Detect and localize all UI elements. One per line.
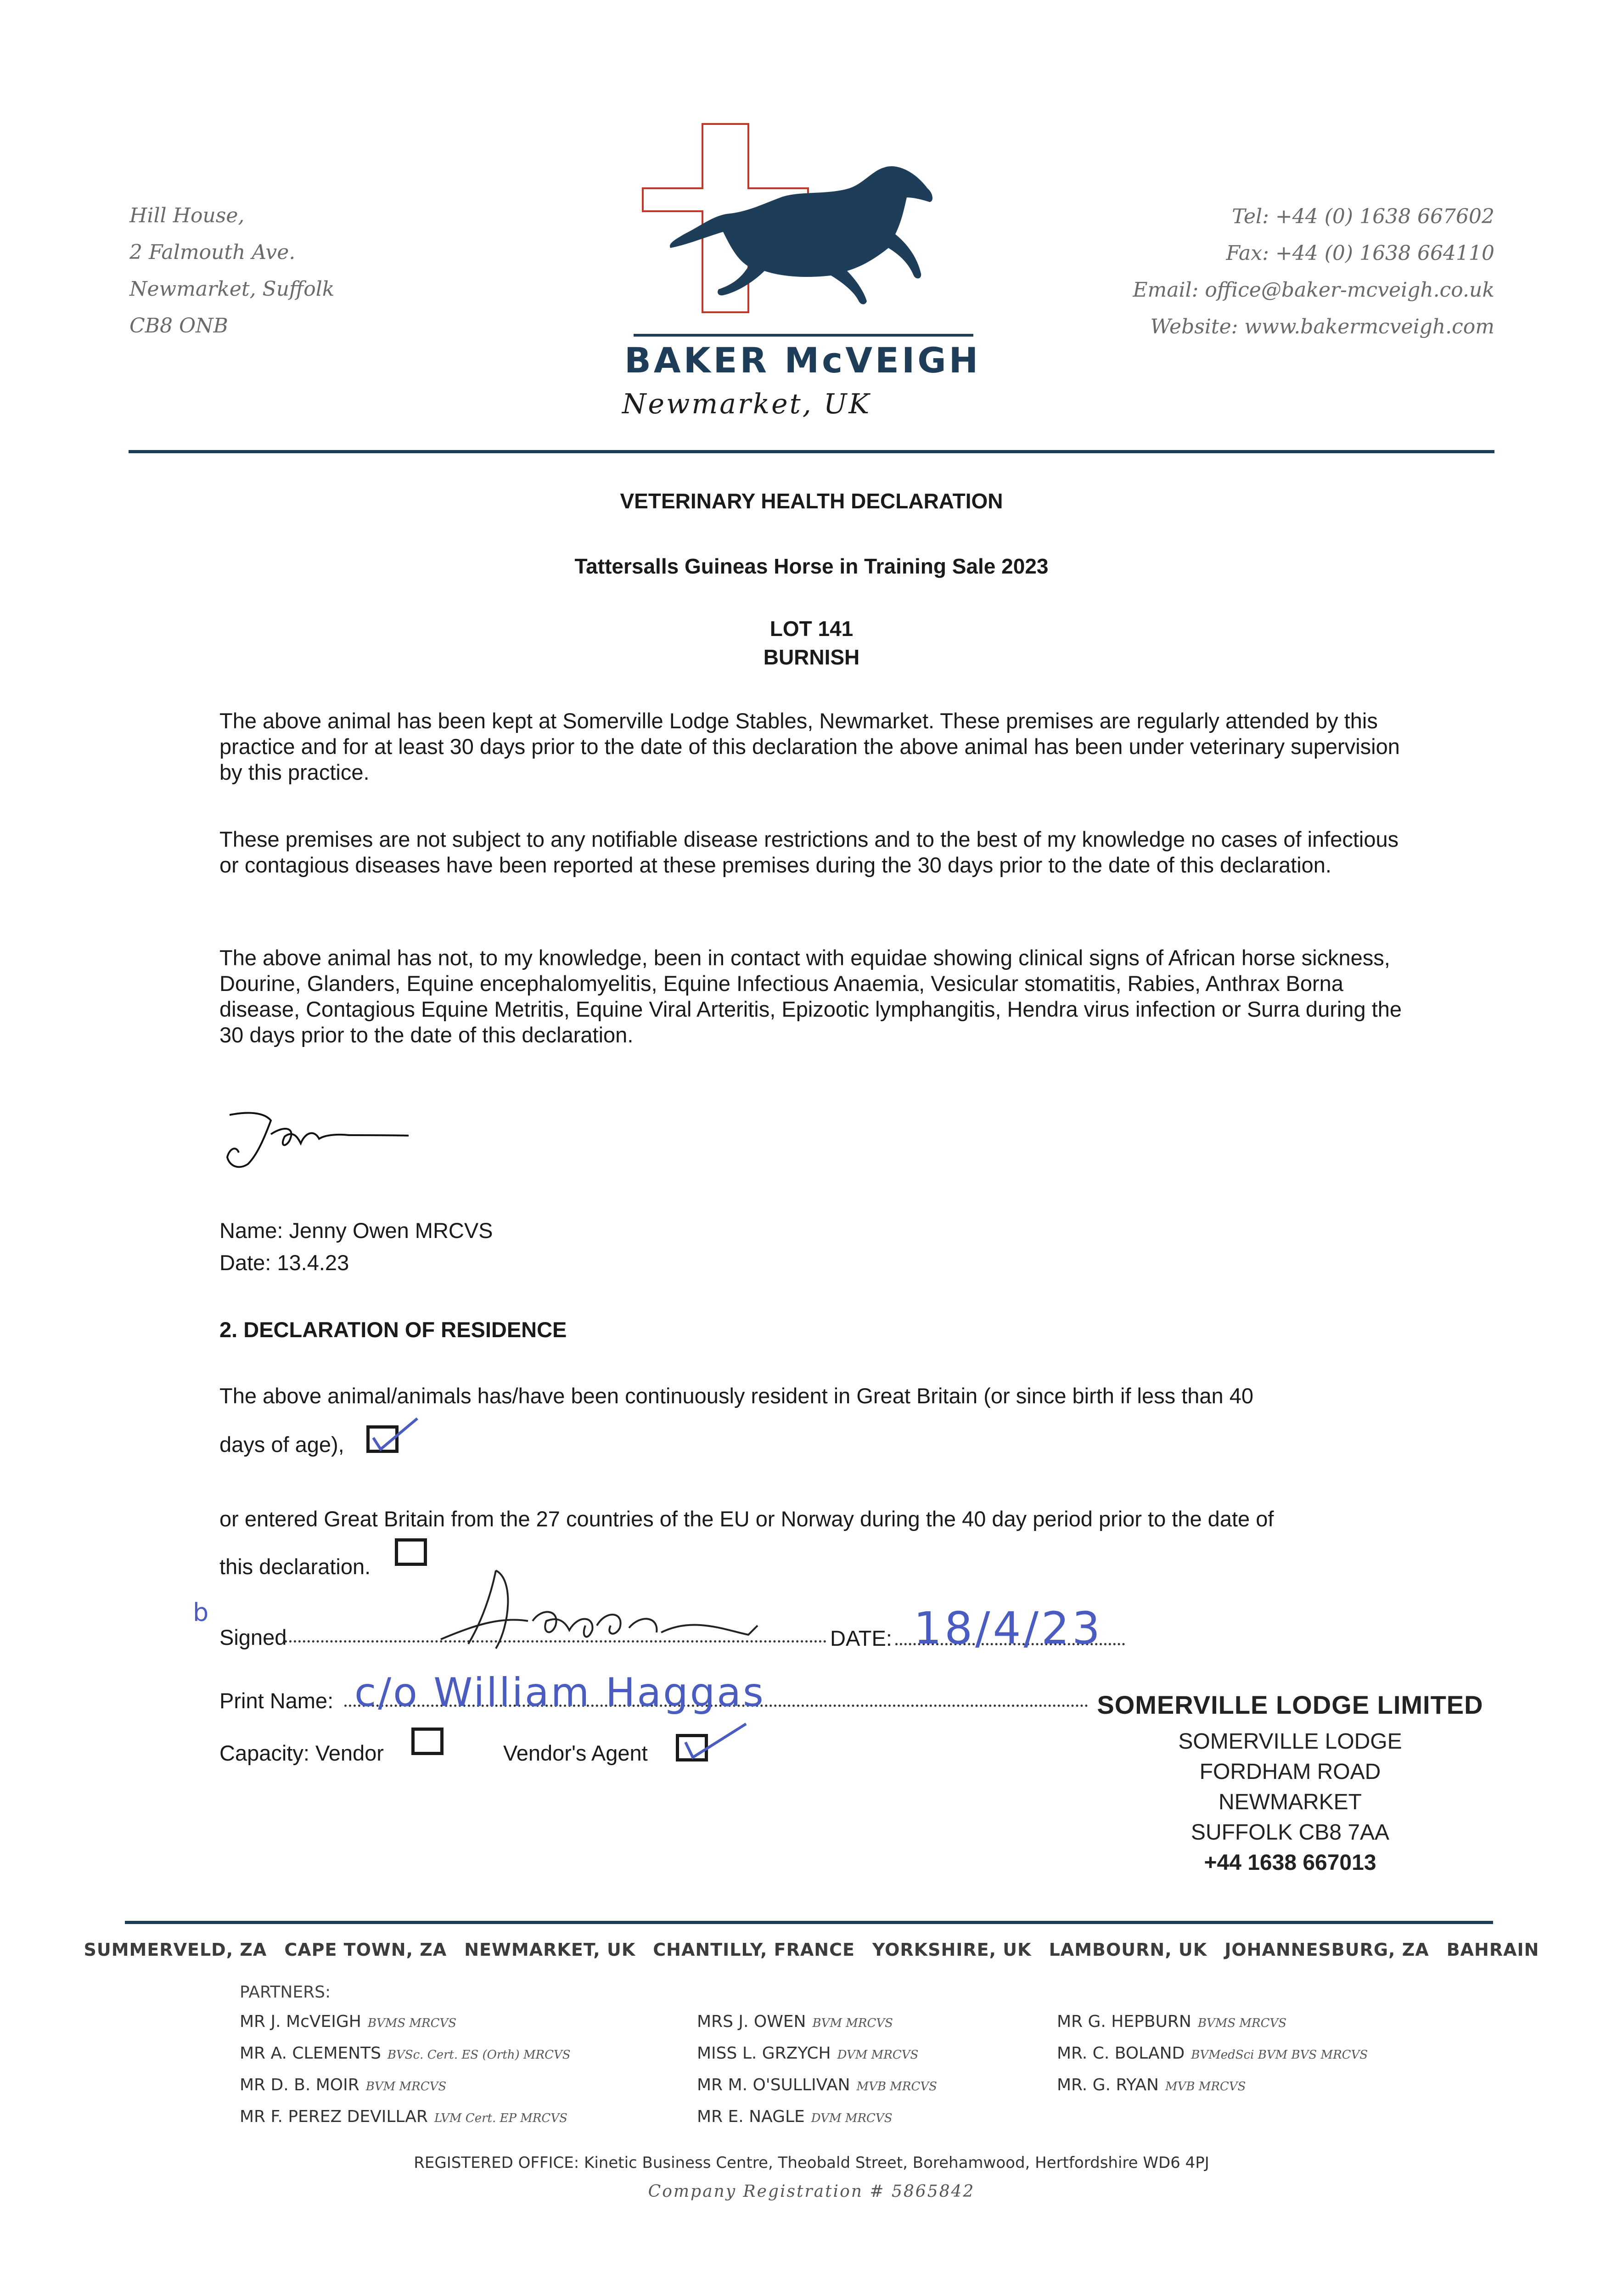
lot-number: LOT 141 — [769, 617, 854, 641]
partner-name: MR. C. BOLAND — [1057, 2044, 1185, 2063]
company-registration: Company Registration # 5865842 — [648, 2182, 975, 2201]
declaration-paragraph: The above animal has not, to my knowledge, been in contact with equidae showing clinical signs of African horse sickness, Dourine, Glanders, Equine encephalomyelitis, Equine Infectious Anaemia, Vesicular stomatitis, Rabies, Anthrax Borna disease, Contagious Equine Metritis, Equine Viral Arteritis, Epizootic lymphangitis, Hendra virus infection or Surra during the 30 days prior to the date of this declaration. — [219, 945, 1402, 1047]
address-line: CB8 ONB — [129, 314, 228, 338]
partner-entry — [1057, 2007, 1368, 2038]
agent-signature — [427, 1552, 831, 1667]
vendor-agent-label: Vendor's Agent — [503, 1741, 648, 1765]
practice-contact — [1133, 198, 1494, 345]
partner-entry — [697, 2038, 937, 2070]
eu-entry-checkbox[interactable] — [395, 1538, 427, 1566]
partner-entry — [240, 2038, 571, 2070]
vet-date: Date: 13.4.23 — [219, 1250, 349, 1275]
partner-name: MR G. HEPBURN — [1057, 2012, 1191, 2031]
partners-label: PARTNERS: — [240, 1983, 331, 2002]
practice-address — [129, 197, 334, 344]
office-location: CHANTILLY, FRANCE — [653, 1940, 855, 1960]
brand-location: Newmarket, UK — [622, 388, 871, 420]
contact-fax: Fax: +44 (0) 1638 664110 — [1226, 242, 1494, 265]
declaration-paragraph: These premises are not subject to any notifiable disease restrictions and to the best of my knowledge no cases of infectious or contagious diseases have been reported at these premises during the 30 days prior to the date of this declaration. — [219, 827, 1399, 877]
office-location: YORKSHIRE, UK — [872, 1940, 1032, 1960]
partner-entry — [1057, 2070, 1368, 2102]
partner-quals: MVB MRCVS — [1165, 2080, 1246, 2093]
date-value: 18/4/23 — [914, 1603, 1103, 1654]
partner-entry — [240, 2070, 571, 2102]
address-line: 2 Falmouth Ave. — [129, 241, 296, 264]
vendor-checkbox[interactable] — [411, 1728, 444, 1755]
partner-entry — [697, 2102, 937, 2133]
partner-entry — [240, 2102, 571, 2133]
horse-cross-logo — [634, 119, 973, 340]
partner-name: MR J. McVEIGH — [240, 2012, 361, 2031]
office-location: BAHRAIN — [1446, 1940, 1539, 1960]
declaration-paragraph: The above animal has been kept at Somerville Lodge Stables, Newmarket. These premises are regularly attended by this practice and for at least 30 days prior to the date of this declaration the above animal has been under veterinary supervision by this practice. — [219, 709, 1400, 784]
partner-name: MISS L. GRZYCH — [697, 2044, 831, 2063]
partners-column — [240, 2007, 571, 2133]
address-line: Hill House, — [129, 204, 245, 227]
date-label: DATE: — [830, 1626, 892, 1650]
footer-divider — [125, 1921, 1493, 1924]
office-location: CAPE TOWN, ZA — [284, 1940, 447, 1960]
signed-label: Signed — [219, 1625, 287, 1649]
partner-entry — [697, 2007, 937, 2038]
partner-entry — [240, 2007, 571, 2038]
partner-name: MR. G. RYAN — [1057, 2076, 1159, 2094]
stamp-company: SOMERVILLE LODGE LIMITED — [1097, 1690, 1483, 1719]
partner-quals: DVM MRCVS — [837, 2048, 919, 2062]
partner-quals: BVM MRCVS — [812, 2016, 893, 2030]
capacity-vendor-label: Capacity: Vendor — [219, 1741, 384, 1765]
partner-name: MRS J. OWEN — [697, 2012, 806, 2031]
sale-title: Tattersalls Guineas Horse in Training Sale 2023 — [574, 554, 1049, 578]
partner-name: MR D. B. MOIR — [240, 2076, 359, 2094]
stamp-line: FORDHAM ROAD — [1199, 1760, 1381, 1784]
resident-checkbox[interactable] — [366, 1425, 399, 1453]
checkmark-icon — [367, 1415, 422, 1461]
horse-name: BURNISH — [763, 645, 860, 669]
residence-line: The above animal/animals has/have been continuously resident in Great Britain (or since birth if less than 40 — [219, 1384, 1254, 1408]
vet-name: Name: Jenny Owen MRCVS — [219, 1218, 493, 1243]
brand-name: BAKER McVEIGH — [624, 340, 981, 381]
partner-name: MR A. CLEMENTS — [240, 2044, 381, 2063]
stamp-address — [1129, 1727, 1451, 1878]
partner-quals: DVM MRCVS — [811, 2111, 893, 2125]
vet-signature — [220, 1102, 413, 1176]
office-location: NEWMARKET, UK — [464, 1940, 636, 1960]
partners-column — [1057, 2007, 1368, 2102]
partner-quals: BVMS MRCVS — [1197, 2016, 1287, 2030]
partner-quals: MVB MRCVS — [856, 2080, 937, 2093]
stamp-line: +44 1638 667013 — [1204, 1851, 1376, 1875]
contact-website: Website: www.bakermcveigh.com — [1150, 315, 1494, 338]
print-name-label: Print Name: — [219, 1688, 334, 1713]
galloping-horse-icon — [670, 166, 932, 304]
address-line: Newmarket, Suffolk — [129, 277, 335, 301]
partner-entry — [697, 2070, 937, 2102]
office-location: LAMBOURN, UK — [1049, 1940, 1207, 1960]
residence-line: or entered Great Britain from the 27 countries of the EU or Norway during the 40 day period prior to the date of — [219, 1507, 1274, 1531]
header-divider — [129, 450, 1494, 453]
partner-name: MR M. O'SULLIVAN — [697, 2076, 850, 2094]
partner-quals: BVM MRCVS — [365, 2080, 447, 2093]
partner-quals: LVM Cert. EP MRCVS — [434, 2111, 567, 2125]
stamp-line: SUFFOLK CB8 7AA — [1191, 1820, 1390, 1845]
registered-office: REGISTERED OFFICE: Kinetic Business Centre, Theobald Street, Borehamwood, Hertfordshire WD6 4PJ — [414, 2154, 1209, 2172]
partners-column — [697, 2007, 937, 2133]
residence-heading: 2. DECLARATION OF RESIDENCE — [219, 1317, 567, 1342]
office-locations — [0, 1940, 1623, 1960]
contact-email: Email: office@baker-mcveigh.co.uk — [1133, 278, 1494, 302]
document-title: VETERINARY HEALTH DECLARATION — [620, 489, 1003, 513]
office-location: JOHANNESBURG, ZA — [1224, 1940, 1429, 1960]
partner-name: MR F. PEREZ DEVILLAR — [240, 2107, 428, 2126]
stamp-line: NEWMARKET — [1219, 1790, 1362, 1814]
contact-phone: Tel: +44 (0) 1638 667602 — [1232, 205, 1494, 228]
print-name-value: c/o William Haggas — [354, 1670, 765, 1716]
partner-quals: BVMedSci BVM BVS MRCVS — [1191, 2048, 1368, 2062]
checkmark-icon — [677, 1722, 751, 1767]
residence-line: this declaration. — [219, 1554, 371, 1579]
partner-quals: BVSc. Cert. ES (Orth) MRCVS — [387, 2048, 571, 2062]
office-location: SUMMERVELD, ZA — [84, 1940, 267, 1960]
vendor-agent-checkbox[interactable] — [676, 1734, 708, 1761]
partner-name: MR E. NAGLE — [697, 2107, 805, 2126]
partner-entry — [1057, 2038, 1368, 2070]
handwritten-mark: b — [193, 1598, 209, 1627]
stamp-line: SOMERVILLE LODGE — [1178, 1729, 1402, 1754]
residence-line: days of age), — [219, 1432, 344, 1457]
partner-quals: BVMS MRCVS — [367, 2016, 457, 2030]
